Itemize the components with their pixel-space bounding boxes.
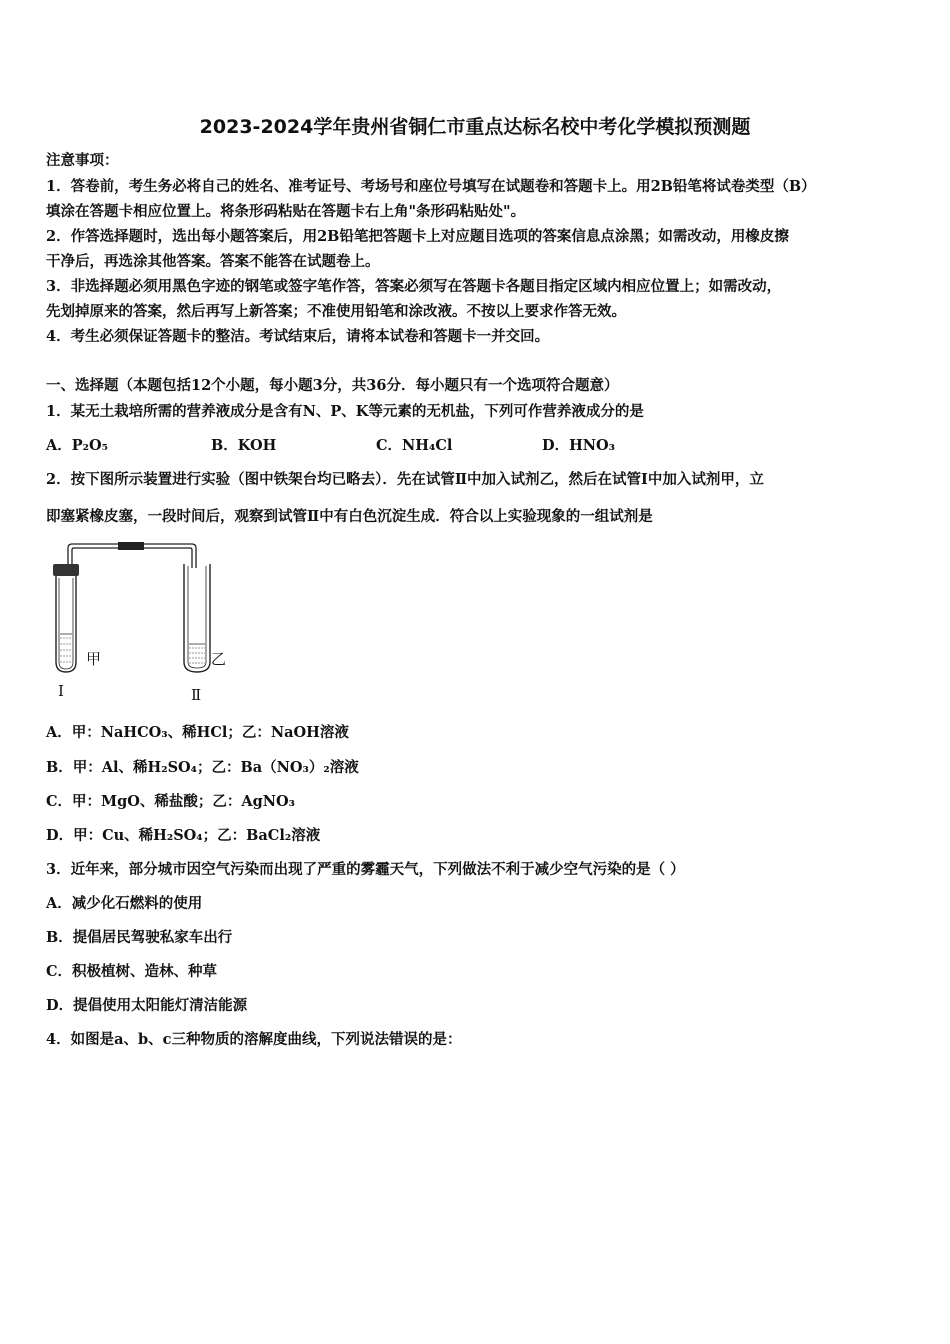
label-yi: 乙 [211,650,227,668]
q4-stem: 4．如图是a、b、c三种物质的溶解度曲线，下列说法错误的是： [46,1031,462,1048]
q2-stem-line2: 即塞紧橡皮塞，一段时间后，观察到试管Ⅱ中有白色沉淀生成．符合以上实验现象的一组试剂是 [46,508,653,525]
q3-option-d: D．提倡使用太阳能灯清洁能源 [46,997,248,1014]
q2-option-b: B．甲：Al、稀H₂SO₄；乙：Ba（NO₃）₂溶液 [46,759,359,776]
q3-option-c: C．积极植树、造林、种草 [46,963,218,980]
q2-stem-line1: 2．按下图所示装置进行实验（图中铁架台均已略去）．先在试管Ⅱ中加入试剂乙，然后在试管Ⅰ中加入试剂甲，立 [46,471,764,488]
notice-line: 干净后，再选涂其他答案。答案不能答在试题卷上。 [46,253,380,270]
notice-line: 填涂在答题卡相应位置上。将条形码粘贴在答题卡右上角"条形码粘贴处"。 [46,203,526,220]
q1-option-c: C．NH₄Cl [376,437,453,454]
q3-option-a: A．减少化石燃料的使用 [46,895,203,912]
notice-line: 1．答卷前，考生务必将自己的姓名、准考证号、考场号和座位号填写在试题卷和答题卡上。用2B铅笔将试卷类型（B） [46,178,816,195]
q3-option-b: B．提倡居民驾驶私家车出行 [46,929,233,946]
q1-option-d: D．HNO₃ [542,437,616,454]
notice-line: 4．考生必须保证答题卡的整洁。考试结束后，请将本试卷和答题卡一并交回。 [46,328,550,345]
apparatus-figure [40,538,250,708]
label-jia: 甲 [86,650,102,668]
section-heading: 一、选择题（本题包括12个小题，每小题3分，共36分．每小题只有一个选项符合题意） [46,377,619,394]
page-title: 2023-2024学年贵州省铜仁市重点达标名校中考化学模拟预测题 [199,116,751,138]
stopper [53,564,79,576]
q1-stem: 1．某无土栽培所需的营养液成分是含有N、P、K等元素的无机盐，下列可作营养液成分的是 [46,403,644,420]
q3-stem: 3．近年来，部分城市因空气污染而出现了严重的雾霾天气，下列做法不利于减少空气污染的是（ ） [46,861,685,878]
q2-option-d: D．甲：Cu、稀H₂SO₄；乙：BaCl₂溶液 [46,827,321,844]
notice-line: 先划掉原来的答案，然后再写上新答案；不准使用铅笔和涂改液。不按以上要求作答无效。 [46,303,626,320]
notice-line: 3．非选择题必须用黑色字迹的钢笔或签字笔作答，答案必须写在答题卡各题目指定区域内相应位置上；如需改动， [46,278,782,295]
notice-line: 2．作答选择题时，选出每小题答案后，用2B铅笔把答题卡上对应题目选项的答案信息点涂黑；如需改动，用橡皮擦 [46,228,789,245]
label-tube-2: Ⅱ [191,686,202,704]
label-tube-1: Ⅰ [58,682,64,700]
q1-option-a: A．P₂O₅ [46,437,108,454]
notice-heading: 注意事项： [46,152,119,169]
q2-option-c: C．甲：MgO、稀盐酸；乙：AgNO₃ [46,793,295,810]
q1-option-b: B．KOH [211,437,277,454]
q2-option-a: A．甲：NaHCO₃、稀HCl；乙：NaOH溶液 [46,724,349,741]
rubber-connector [118,542,144,550]
